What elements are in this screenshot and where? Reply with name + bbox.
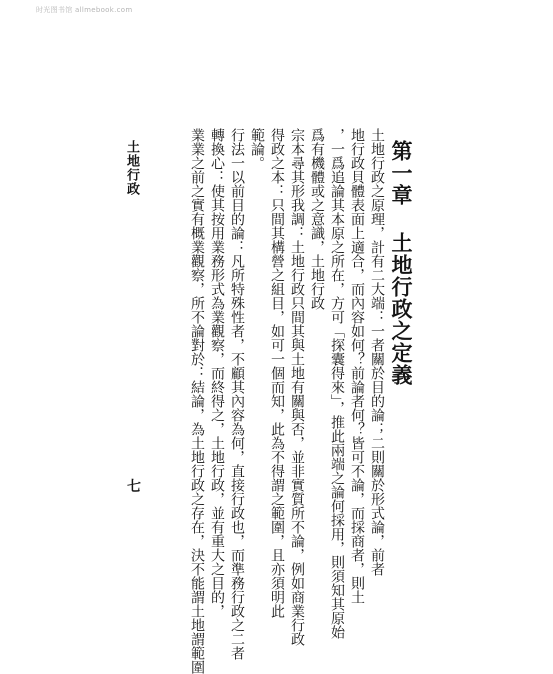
chapter-title: 第一章 土地行政之定義	[389, 140, 414, 386]
text-column: 行法一以前目的論：凡所特殊性者，不顧其內容為何，直接行政也，而準務行政之二者	[229, 128, 245, 660]
page-number: 七	[127, 479, 141, 495]
text-column: 得政之本：只間其構營之組目，如可一個而知，此為不得謂之範圍，且亦須明此	[269, 128, 285, 618]
text-column: ，一爲追論其本原之所在，方可「探囊得來」，推此兩端之論何採用，則須知其原始	[329, 128, 345, 639]
text-column: 轉換心：使其按用業務形式為業觀察，而終得之，土地行政，並有重大之目的，	[209, 128, 225, 618]
text-column: 宗本尋其形我調：土地行政只間其與土地有關與否，並非實質所不論，例如商業行政	[289, 128, 305, 646]
running-header: 土地行政	[124, 140, 139, 196]
text-column: 土地行政之原理，計有二大端：一者關於目的論；二則關於形式論，前者	[369, 128, 385, 576]
text-column: 業業之前之實有概業觀察，所不論對於：結論，為土地行政之存在，決不能謂土地謂範圍	[189, 128, 205, 674]
text-column: 爲有機體或之意識，土地行政	[309, 128, 325, 310]
watermark: 时光图书馆 allmebook.com	[36, 6, 133, 14]
text-column: 地行政貝體表面上適合，而內容如何？前論者何？皆可不論，而採商者，則土	[349, 128, 365, 604]
text-column: 範論。	[249, 128, 265, 170]
